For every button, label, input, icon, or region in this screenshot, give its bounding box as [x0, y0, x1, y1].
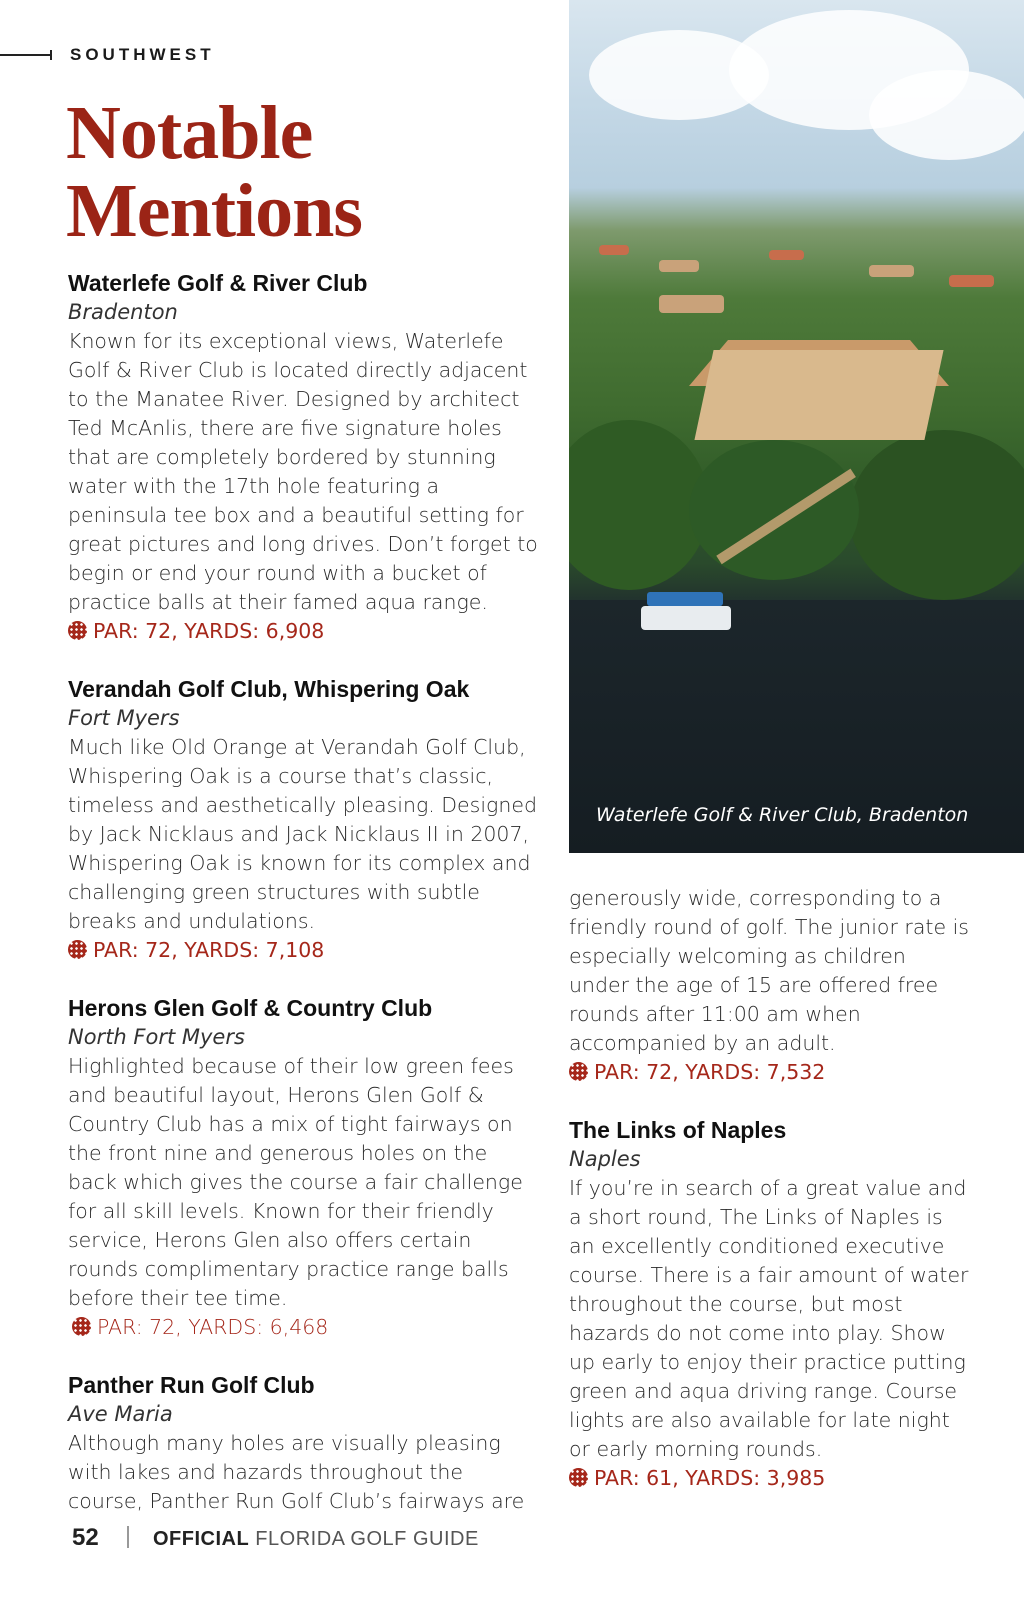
- course-name: Verandah Golf Club, Whispering Oak: [68, 676, 470, 702]
- page-title: [66, 91, 546, 253]
- photo-roof: [769, 250, 804, 260]
- course-name: The Links of Naples: [569, 1117, 787, 1143]
- course-description-part-2: generously wide, corresponding to a friendly round of golf. The junior rate is especially welcoming as children under the age of 15 are offered free rounds after 11:00 am when accompanied by an adult.: [569, 886, 969, 1055]
- photo-caption: Waterlefe Golf & River Club, Bradenton: [596, 804, 969, 826]
- golf-ball-icon: [569, 1062, 588, 1081]
- course-description: Much like Old Orange at Verandah Golf Club, Whispering Oak is a course that’s classic, timeless and aesthetically pleasing. Designed by Jack Nicklaus and Jack Nicklaus II in 2007, Whispering Oak is known for its complex and challenging green structures with subtle breaks and undulations.: [68, 735, 537, 933]
- section-rule: [0, 54, 52, 56]
- photo-roof: [949, 275, 994, 287]
- photo-roof: [659, 295, 724, 313]
- course-city: Ave Maria: [68, 1402, 173, 1426]
- course-city: North Fort Myers: [68, 1025, 245, 1049]
- course-city: Bradenton: [68, 300, 178, 324]
- photo-cloud: [869, 70, 1024, 160]
- golf-ball-icon: [68, 621, 87, 640]
- photo-tree: [849, 430, 1024, 600]
- photo-roof: [599, 245, 629, 255]
- page-title-line-2: Mentions: [66, 169, 362, 253]
- course-city: Fort Myers: [68, 706, 180, 730]
- course-name: Panther Run Golf Club: [68, 1372, 315, 1398]
- golf-ball-icon: [68, 940, 87, 959]
- course-description-text: Highlighted because of their low green fees and beautiful layout, Herons Glen Golf & Country Club has a mix of tight fairways on the front nine and generous holes on the back which gives the course a fair challenge for all skill levels. Known for their friendly service, Herons Glen also offers certain rounds complimentary practice range balls before their tee time.: [68, 1054, 523, 1310]
- course-stats: [68, 1315, 328, 1339]
- photo-roof: [869, 265, 914, 277]
- course-stats: [569, 1058, 969, 1087]
- photo-tree: [689, 440, 859, 580]
- course-stats-text: PAR: 72, YARDS: 7,108: [93, 938, 325, 962]
- course-stats: [569, 1464, 969, 1493]
- course-name: Herons Glen Golf & Country Club: [68, 995, 433, 1021]
- course-name: Waterlefe Golf & River Club: [68, 270, 368, 296]
- course-stats: [68, 617, 538, 646]
- course-stats-text: PAR: 72, YARDS: 6,468: [97, 1315, 329, 1339]
- photo-boat-canopy: [647, 592, 723, 606]
- course-city: Naples: [569, 1147, 641, 1171]
- course-stats-text: PAR: 72, YARDS: 7,532: [594, 1060, 826, 1084]
- page-number: 52: [72, 1524, 99, 1551]
- page-footer: [72, 1524, 479, 1552]
- left-column: [68, 268, 538, 1544]
- course-entry-panther-run: [68, 1370, 538, 1516]
- course-stats-text: PAR: 72, YARDS: 6,908: [93, 619, 325, 643]
- section-label: SOUTHWEST: [70, 45, 215, 64]
- course-entry-verandah: [68, 674, 538, 965]
- page-title-line-1: Notable: [66, 91, 313, 175]
- photo-house: [694, 350, 943, 440]
- course-entry-waterlefe: [68, 268, 538, 646]
- course-entry-panther-run-continued: [569, 884, 969, 1087]
- course-description: Known for its exceptional views, Waterlefe Golf & River Club is located directly adjacent to the Manatee River. Designed by architect Ted McAnlis, there are five signature holes that are completely bordered by stunning water with the 17th hole featuring a peninsula tee box and a beautiful setting for great pictures and long drives. Don’t forget to begin or end your round with a bucket of practice balls at their famed aqua range.: [68, 329, 538, 614]
- course-stats: [68, 936, 538, 965]
- course-photo: [569, 0, 1024, 853]
- photo-roof: [659, 260, 699, 272]
- footer-divider: [127, 1526, 129, 1548]
- photo-boat: [641, 606, 731, 630]
- golf-ball-icon: [72, 1317, 91, 1336]
- golf-ball-icon: [569, 1468, 588, 1487]
- course-entry-links-of-naples: [569, 1115, 969, 1493]
- photo-tree: [569, 420, 709, 590]
- publication-name-bold: OFFICIAL: [152, 1528, 250, 1550]
- right-column: [569, 884, 969, 1521]
- course-stats-text: PAR: 61, YARDS: 3,985: [594, 1466, 826, 1490]
- publication-name: FLORIDA GOLF GUIDE: [255, 1528, 479, 1550]
- course-entry-herons-glen: [68, 993, 538, 1342]
- course-description-part-1: Although many holes are visually pleasing with lakes and hazards throughout the course, Panther Run Golf Club’s fairways are: [68, 1431, 525, 1513]
- course-description: If you’re in search of a great value and a short round, The Links of Naples is an excellently conditioned executive course. There is a fair amount of water throughout the course, but most hazards do not come into play. Show up early to enjoy their practice putting green and aqua driving range. Course lights are also available for late night or early morning rounds.: [569, 1176, 969, 1461]
- course-description: [68, 1052, 538, 1342]
